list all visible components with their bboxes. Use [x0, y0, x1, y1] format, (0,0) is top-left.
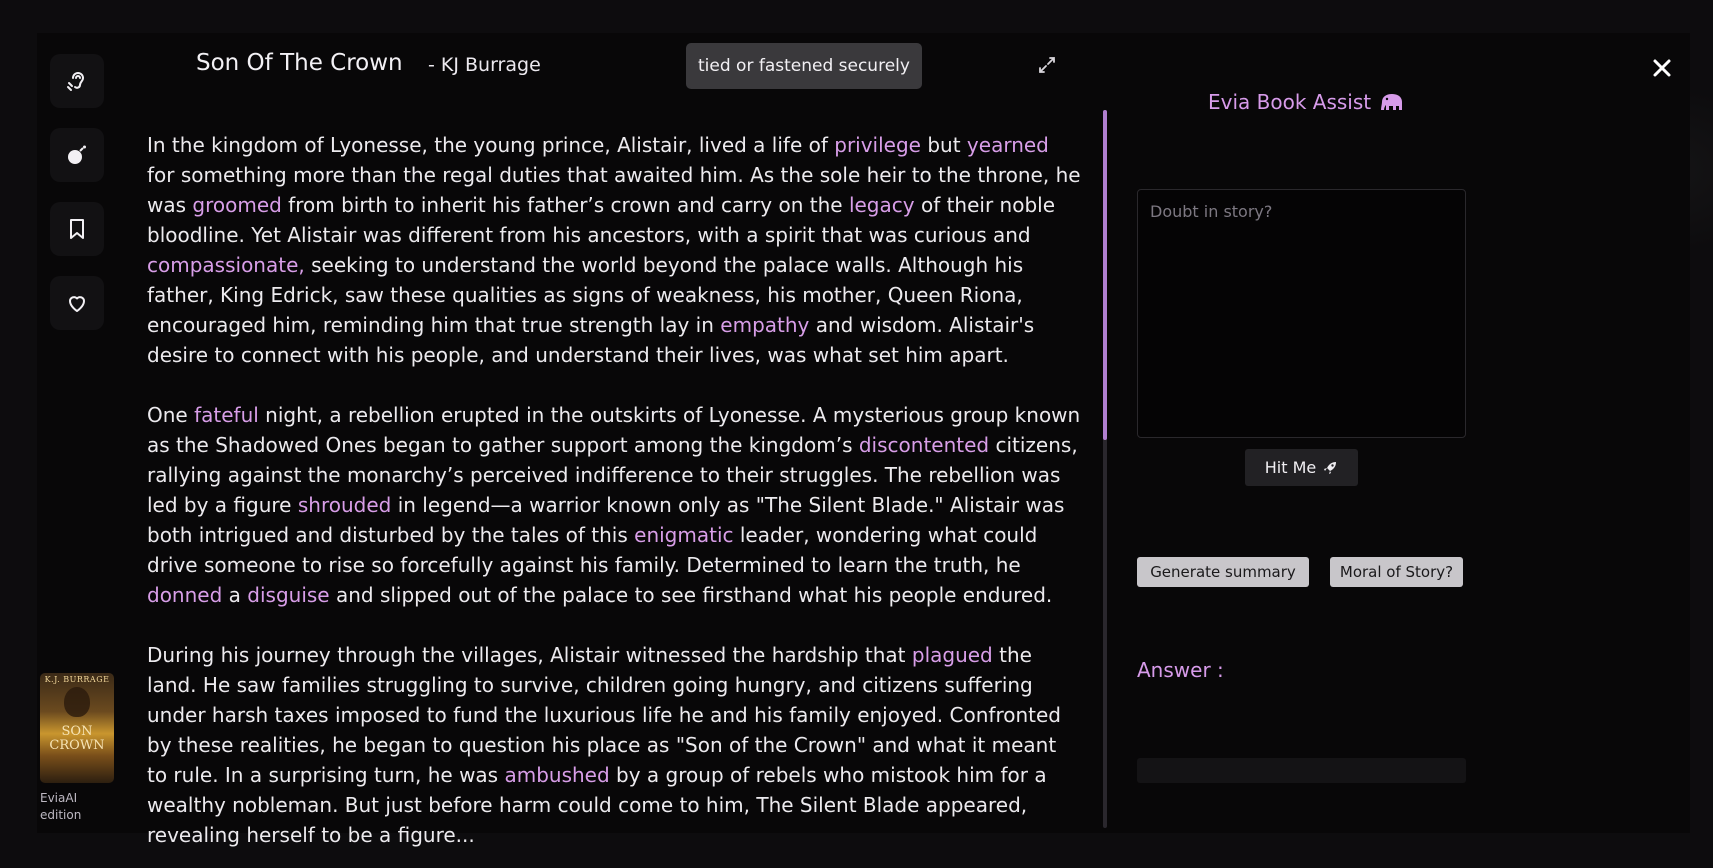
close-icon[interactable]: [1651, 57, 1673, 79]
definition-tooltip: tied or fastened securely: [686, 43, 922, 89]
highlighted-word[interactable]: shrouded: [297, 493, 392, 517]
bomb-icon: [65, 143, 89, 167]
story-text-run: for something more than the regal duties that awaited him. As the sole heir to the throne, he was: [147, 163, 1081, 217]
story-text-run: from birth to inherit his father’s crown and carry on the: [281, 193, 849, 217]
story-scrollbar[interactable]: [1103, 110, 1107, 828]
highlighted-word[interactable]: enigmatic: [634, 523, 734, 547]
highlighted-word[interactable]: disguise: [247, 583, 330, 607]
moral-of-story-button[interactable]: Moral of Story?: [1330, 557, 1463, 587]
listen-button[interactable]: [50, 54, 104, 108]
hit-me-button[interactable]: [1245, 449, 1358, 486]
quiz-button[interactable]: [50, 128, 104, 182]
ear-icon: [65, 69, 89, 93]
highlighted-word[interactable]: empathy: [720, 313, 810, 337]
book-cover: [40, 673, 114, 783]
highlighted-word[interactable]: discontented: [858, 433, 990, 457]
bookmark-icon: [65, 217, 89, 241]
book-title: Son Of The Crown: [196, 50, 403, 76]
doubt-input[interactable]: [1137, 189, 1466, 438]
cover-figure: [64, 687, 90, 717]
story-text-run: night, a rebellion erupted in the outskirts of Lyonesse. A mysterious group known as the Shadowed Ones began to gather support among the kingdom’s: [147, 403, 1081, 457]
story-paragraph: [147, 400, 1082, 610]
story-text-run: citizens, rallying against the monarchy’s perceived indifference to their struggles. The rebellion was led by a figure: [147, 433, 1078, 517]
story-text-run: in legend—a warrior known only as "The Silent Blade." Alistair was both intrigued and disturbed by the tales of this: [147, 493, 1065, 547]
story-text-run: the land. He saw families struggling to survive, children going hungry, and citizens suffering under harsh taxes imposed to fund the luxurious life he and his family enjoyed. Confronted by these realities, he began to question his place as "Son of the Crown" and what it meant to rule. In a surprising turn, he was: [147, 643, 1061, 787]
highlighted-word[interactable]: yearned: [966, 133, 1049, 157]
scroll-thumb[interactable]: [1103, 110, 1107, 440]
story-text-run: During his journey through the villages, Alistair witnessed the hardship that: [147, 643, 912, 667]
story-text-run: a: [222, 583, 248, 607]
story-paragraph: [147, 640, 1082, 850]
answer-label: Answer :: [1137, 658, 1224, 682]
story-text-run: by a group of rebels who mistook him for a wealthy nobleman. But just before harm could come to him, The Silent Blade appeared, revealing herself to be a figure...: [147, 763, 1047, 847]
highlighted-word[interactable]: fateful: [194, 403, 259, 427]
story-text-run: leader, wondering what could drive someone to rise so forcefully against his family. Determined to learn the truth, he: [147, 523, 1038, 577]
edition-label: EviaAI edition: [40, 791, 82, 822]
story-paragraph: [147, 130, 1082, 370]
rocket-icon: [1322, 460, 1338, 476]
highlighted-word[interactable]: compassionate,: [147, 253, 305, 277]
story-text-run: of their noble bloodline. Yet Alistair was different from his ancestors, with a spirit that was curious and: [147, 193, 1056, 247]
cover-title: SON CROWN: [49, 724, 105, 753]
hit-me-label: Hit Me: [1264, 458, 1317, 477]
assistant-title-text: Evia Book Assist: [1208, 90, 1372, 114]
answer-output: [1137, 758, 1466, 783]
elephant-icon: [1379, 92, 1405, 112]
assistant-title: [1208, 90, 1405, 114]
story-text: [147, 130, 1082, 847]
highlighted-word[interactable]: legacy: [848, 193, 915, 217]
story-text-run: seeking to understand the world beyond the palace walls. Although his father, King Edrick, saw these qualities as signs of weakness, his mother, Queen Riona, encouraged him, reminding him that true strength lay in: [147, 253, 1024, 337]
bookmark-button[interactable]: [50, 202, 104, 256]
highlighted-word[interactable]: donned: [147, 583, 223, 607]
cover-author: K.J. BURRAGE: [44, 675, 110, 684]
book-author: - KJ Burrage: [428, 54, 541, 76]
highlighted-word[interactable]: plagued: [911, 643, 993, 667]
heart-icon: [65, 291, 89, 315]
highlighted-word[interactable]: privilege: [834, 133, 921, 157]
story-text-run: but: [920, 133, 967, 157]
expand-icon[interactable]: [1038, 56, 1056, 74]
generate-summary-button[interactable]: Generate summary: [1137, 557, 1309, 587]
highlighted-word[interactable]: ambushed: [504, 763, 610, 787]
story-text-run: and slipped out of the palace to see firsthand what his people endured.: [329, 583, 1053, 607]
story-text-run: In the kingdom of Lyonesse, the young prince, Alistair, lived a life of: [147, 133, 835, 157]
like-button[interactable]: [50, 276, 104, 330]
story-text-run: One: [147, 403, 195, 427]
highlighted-word[interactable]: groomed: [192, 193, 282, 217]
story-text-run: and wisdom. Alistair's desire to connect with his people, and understand their lives, was what set him apart.: [147, 313, 1035, 367]
